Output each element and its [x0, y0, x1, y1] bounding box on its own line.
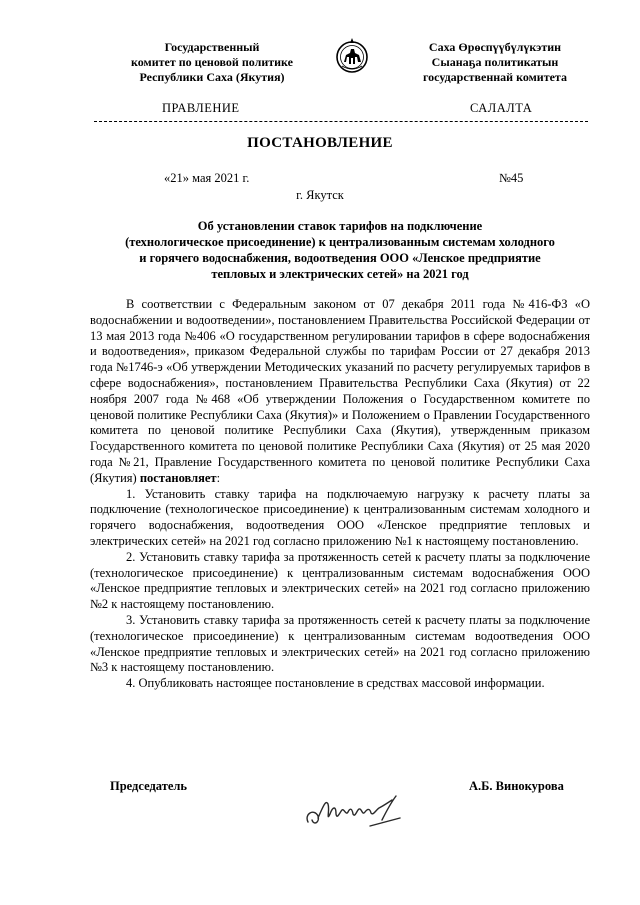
- resolution-item: 2. Установить ставку тарифа за протяженность сетей к расчету платы за подключение (технологическое присоединение) к централизованным системам водоснабжения ООО «Ленское предприятие тепловых и электрических сетей» на 2021 год согласно приложению №2 к настоящему постановлению.: [90, 549, 590, 612]
- signer-role: Председатель: [110, 779, 188, 793]
- header-org-left-line: комитет по ценовой политике: [131, 55, 293, 69]
- preamble-paragraph: [90, 297, 590, 487]
- header-org-right-line: Сыанаҕа политикатын: [431, 55, 559, 69]
- subject-line: (технологическое присоединение) к централизованным системам холодного: [125, 235, 555, 249]
- document-body: [90, 297, 590, 692]
- subject-line: тепловых и электрических сетей» на 2021 год: [211, 267, 469, 281]
- document-title: ПОСТАНОВЛЕНИЕ: [247, 135, 393, 151]
- signer-name: А.Б. Винокурова: [469, 779, 564, 793]
- header-org-right-line: государственнай комитета: [423, 70, 567, 84]
- header-org-left-line: Республики Саха (Якутия): [139, 70, 285, 84]
- document-city: г. Якутск: [296, 188, 344, 202]
- document-number: №45: [499, 171, 524, 185]
- subject-line: Об установлении ставок тарифов на подключение: [197, 219, 483, 233]
- document-subject: [90, 218, 590, 282]
- header-org-left: [92, 40, 332, 85]
- resolves-word: постановляет: [139, 470, 217, 485]
- resolution-item: 3. Установить ставку тарифа за протяженность сетей к расчету платы за подключение (технологическое присоединение) к централизованным системам водоотведения ООО «Ленское предприятие тепловых и электрических сетей» на 2021 год согласно приложению №3 к настоящему постановлению.: [90, 612, 590, 675]
- subject-line: и горячего водоснабжения, водоотведения ООО «Ленское предприятие: [139, 251, 541, 265]
- resolution-item: 1. Установить ставку тарифа на подключаемую нагрузку к расчету платы за подключение (технологическое присоединение) к централизованным системам холодного и горячего водоснабжения, водоотведения ООО «Ленское предприятие тепловых и электрических сетей» на 2021 год согласно приложению №1 к настоящему постановлению.: [90, 486, 590, 548]
- board-label-right: САЛАЛТА: [470, 101, 533, 115]
- header-org-right-line: Саха Өрөспүүбүлүкэтин: [428, 40, 562, 54]
- header-org-left-line: Государственный: [164, 40, 260, 54]
- preamble-text: В соответствии с Федеральным законом от 07 декабря 2011 года №416-ФЗ «О водоснабжении и водоотведении», постановлением Правительства Российской Федерации от 13 мая 2013 года №406 «О государственном регулировании тарифов в сфере водоснабжения и водоотведения», приказом Федеральной службы по тарифам России от 27 декабря 2013 года №1746-э «Об утверждении Методических указаний по расчету регулируемых тарифов в сфере водоснабжения», постановлением Правительства Республики Саха (Якутия) от 22 ноября 2007 года №468 «Об утверждении Положения о Государственном комитете по ценовой политике Республики Саха (Якутия)» и Положением о Правлении Государственного комитета по ценовой политике Республики Саха (Якутия), утвержденным приказом Государственного комитета по ценовой политике Республики Саха (Якутия) от 25 мая 2020 года №21, Правление Государственного комитета по ценовой политике Республики Саха (Якутия): [90, 297, 590, 485]
- sakha-republic-emblem-icon: [334, 36, 370, 76]
- resolution-item: 4. Опубликовать настоящее постановление в средствах массовой информации.: [126, 676, 545, 691]
- document-date: «21» мая 2021 г.: [164, 171, 250, 185]
- handwritten-signature-icon: [300, 790, 420, 834]
- header-divider: [94, 121, 588, 122]
- header-org-right: [400, 40, 590, 85]
- board-label-left: ПРАВЛЕНИЕ: [162, 101, 240, 115]
- resolves-punct: :: [216, 470, 221, 485]
